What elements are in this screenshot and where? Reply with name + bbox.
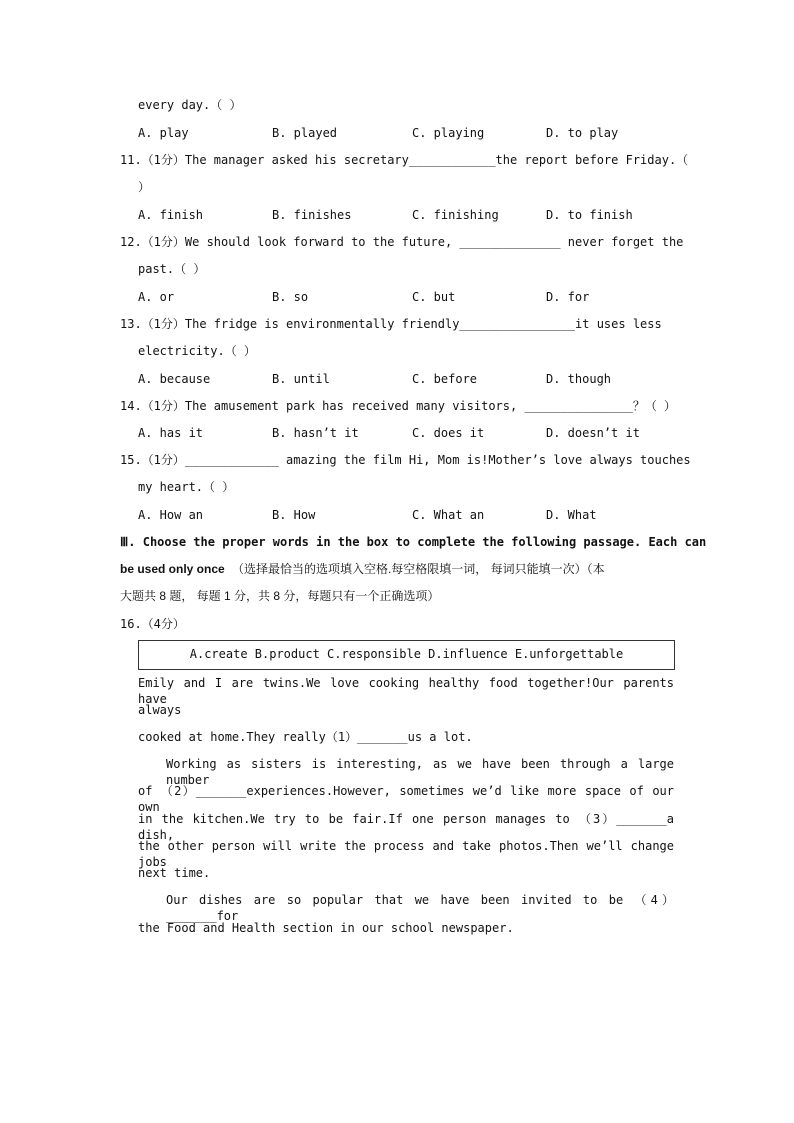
q13-stem: 13.（1分）The fridge is environmentally friendly________________it uses less <box>120 317 662 331</box>
q10-option-a[interactable]: A. play <box>138 126 189 140</box>
q15-option-d[interactable]: D. What <box>546 508 597 522</box>
passage-line: Our dishes are so popular that we have been invited to be （4）_______for <box>166 893 674 923</box>
q15-option-a[interactable]: A. How an <box>138 508 204 522</box>
passage-line: the other person will write the process and take photos.Then we’ll change jobs <box>138 839 674 869</box>
q11-option-b[interactable]: B. finishes <box>272 208 352 222</box>
passage-line: the Food and Health section in our school newspaper. <box>138 921 514 935</box>
passage-line: Emily and I are twins.We love cooking healthy food together!Our parents have <box>138 676 674 706</box>
q13-stem-continued: electricity.（ ） <box>138 344 256 358</box>
q12-option-d[interactable]: D. for <box>546 290 590 304</box>
q12-option-c[interactable]: C. but <box>412 290 456 304</box>
section-3-instructions-cn: （选择最恰当的选项填入空格.每空格限填一词， 每词只能填一次）（本 <box>231 562 605 576</box>
q12-option-a[interactable]: A. or <box>138 290 175 304</box>
section-3-scoring: 大题共 8 题， 每题 1 分，共 8 分，每题只有一个正确选项） <box>120 589 440 603</box>
q13-option-a[interactable]: A. because <box>138 372 211 386</box>
passage-line: in the kitchen.We try to be fair.If one person manages to （3）_______a dish, <box>138 812 674 842</box>
q13-option-c[interactable]: C. before <box>412 372 478 386</box>
section-3-heading: Ⅲ. Choose the proper words in the box to complete the following passage. Each can <box>120 535 707 549</box>
q13-option-b[interactable]: B. until <box>272 372 330 386</box>
q10-stem-continued: every day.（ ） <box>138 98 242 112</box>
q16-label: 16.（4分） <box>120 617 185 631</box>
q14-stem: 14.（1分）The amusement park has received many visitors, _______________？（ ） <box>120 399 677 413</box>
q11-stem-continued: ） <box>138 180 151 194</box>
word-box <box>138 640 675 670</box>
passage-line: always <box>138 703 182 717</box>
q13-option-d[interactable]: D. though <box>546 372 612 386</box>
q12-option-b[interactable]: B. so <box>272 290 309 304</box>
q11-option-d[interactable]: D. to finish <box>546 208 633 222</box>
q15-option-b[interactable]: B. How <box>272 508 316 522</box>
q14-option-d[interactable]: D. doesn’t it <box>546 426 640 440</box>
q14-option-a[interactable]: A. has it <box>138 426 204 440</box>
q14-option-b[interactable]: B. hasn’t it <box>272 426 359 440</box>
q10-option-b[interactable]: B. played <box>272 126 338 140</box>
q14-option-c[interactable]: C. does it <box>412 426 485 440</box>
q10-option-c[interactable]: C. playing <box>412 126 485 140</box>
passage-line: of （2）_______experiences.However, sometimes we’d like more space of our own <box>138 784 674 814</box>
q15-stem-continued: my heart.（ ） <box>138 480 235 494</box>
q12-stem-continued: past.（ ） <box>138 262 206 276</box>
passage-line: cooked at home.They really（1）_______us a lot. <box>138 730 473 744</box>
word-box-options: A.create B.product C.responsible D.influence E.unforgettable <box>189 647 624 661</box>
q11-option-c[interactable]: C. finishing <box>412 208 499 222</box>
q11-stem: 11.（1分）The manager asked his secretary____________the report before Friday.（ <box>120 153 689 167</box>
passage-line: Working as sisters is interesting, as we have been through a large number <box>166 757 674 787</box>
passage-line: next time. <box>138 866 211 880</box>
section-3-instructions <box>120 561 605 577</box>
q12-stem: 12.（1分）We should look forward to the future, ______________ never forget the <box>120 235 684 249</box>
q15-stem: 15.（1分）_____________ amazing the film Hi, Mom is!Mother’s love always touches <box>120 453 691 467</box>
q10-option-d[interactable]: D. to play <box>546 126 619 140</box>
q11-option-a[interactable]: A. finish <box>138 208 204 222</box>
section-3-heading-tail: be used only once <box>120 562 225 576</box>
q15-option-c[interactable]: C. What an <box>412 508 485 522</box>
